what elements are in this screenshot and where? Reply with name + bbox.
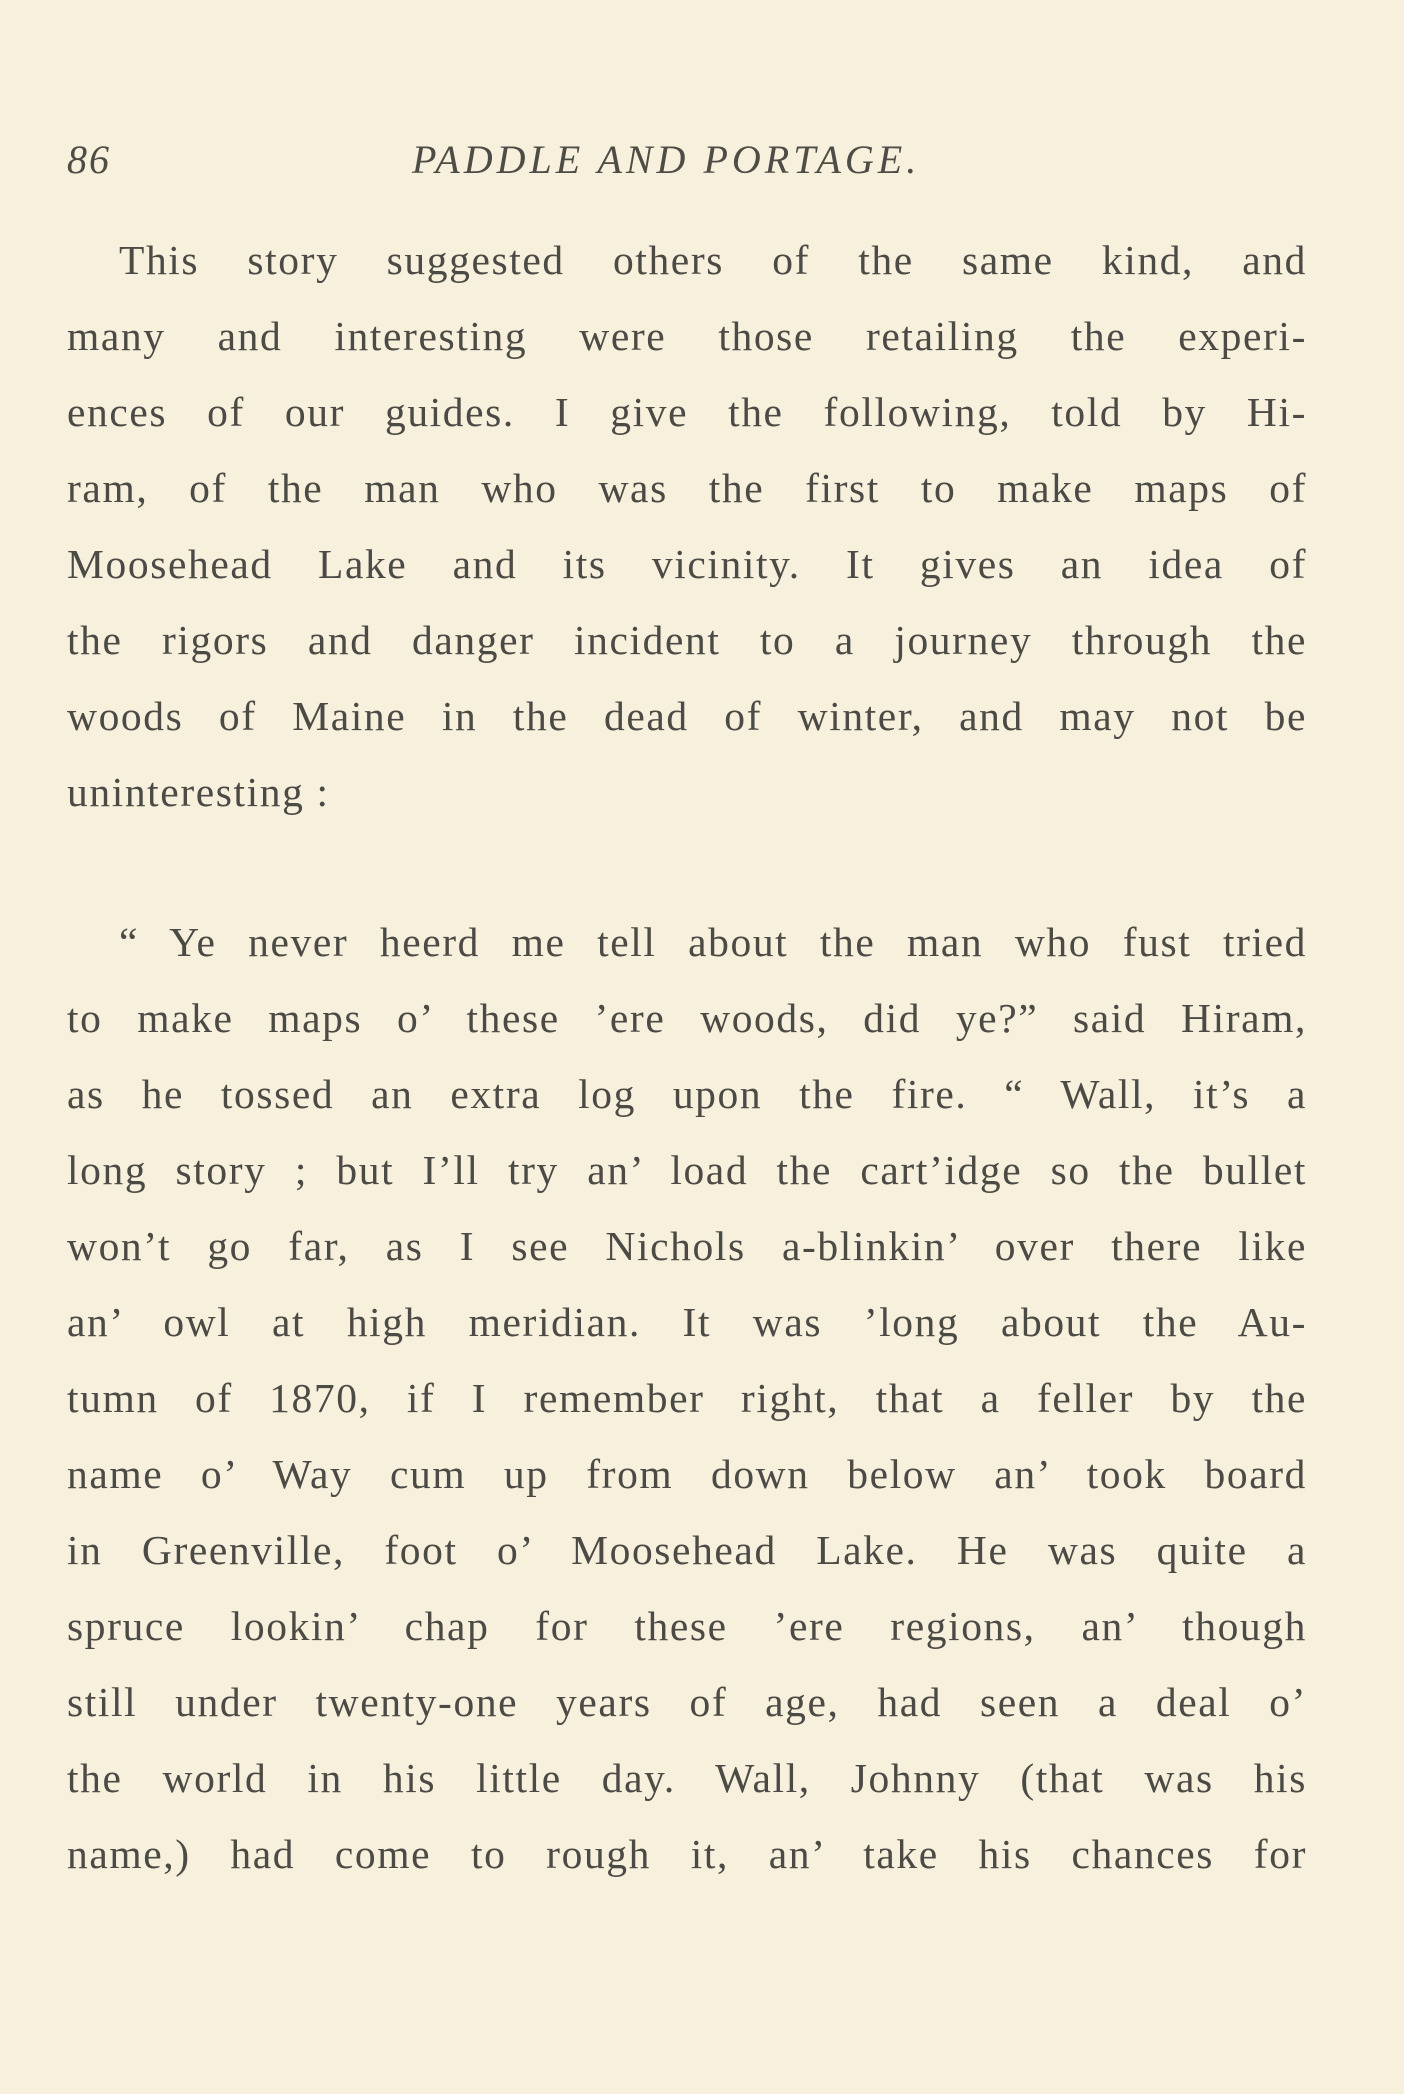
running-title: PADDLE AND PORTAGE.: [412, 137, 921, 182]
text-line: Moosehead Lake and its vicinity. It gives an idea of: [67, 541, 1307, 587]
text-line: “ Ye never heerd me tell about the man who fust tried: [119, 919, 1307, 965]
text-line: ences of our guides. I give the following, told by Hi-: [67, 389, 1307, 435]
page-number: 86: [67, 137, 111, 182]
text-line: ram, of the man who was the first to make maps of: [67, 465, 1307, 511]
text-line: This story suggested others of the same kind, and: [119, 237, 1307, 283]
text-line: won’t go far, as I see Nichols a-blinkin’ over there like: [67, 1223, 1307, 1269]
text-line: in Greenville, foot o’ Moosehead Lake. He was quite a: [67, 1527, 1307, 1573]
text-line: woods of Maine in the dead of winter, and may not be: [67, 693, 1307, 739]
text-line: long story ; but I’ll try an’ load the cart’idge so the bullet: [67, 1147, 1307, 1193]
paragraph-intro: [67, 222, 1307, 830]
text-line: the rigors and danger incident to a journey through the: [67, 617, 1307, 663]
text-line: still under twenty-one years of age, had seen a deal o’: [67, 1679, 1307, 1725]
text-line: tumn of 1870, if I remember right, that a feller by the: [67, 1375, 1307, 1421]
text-line: name,) had come to rough it, an’ take his chances for: [67, 1831, 1307, 1877]
text-line: an’ owl at high meridian. It was ’long about the Au-: [67, 1299, 1307, 1345]
text-line: spruce lookin’ chap for these ’ere regions, an’ though: [67, 1603, 1307, 1649]
text-line: uninteresting :: [67, 769, 330, 815]
running-head: [67, 136, 1307, 186]
text-line: name o’ Way cum up from down below an’ took board: [67, 1451, 1307, 1497]
text-line: to make maps o’ these ’ere woods, did ye?” said Hiram,: [67, 995, 1307, 1041]
paragraph-hiram-story: [67, 904, 1307, 1892]
text-line: the world in his little day. Wall, Johnny (that was his: [67, 1755, 1307, 1801]
text-line: as he tossed an extra log upon the fire. “ Wall, it’s a: [67, 1071, 1307, 1117]
text-line: many and interesting were those retailing the experi-: [67, 313, 1307, 359]
